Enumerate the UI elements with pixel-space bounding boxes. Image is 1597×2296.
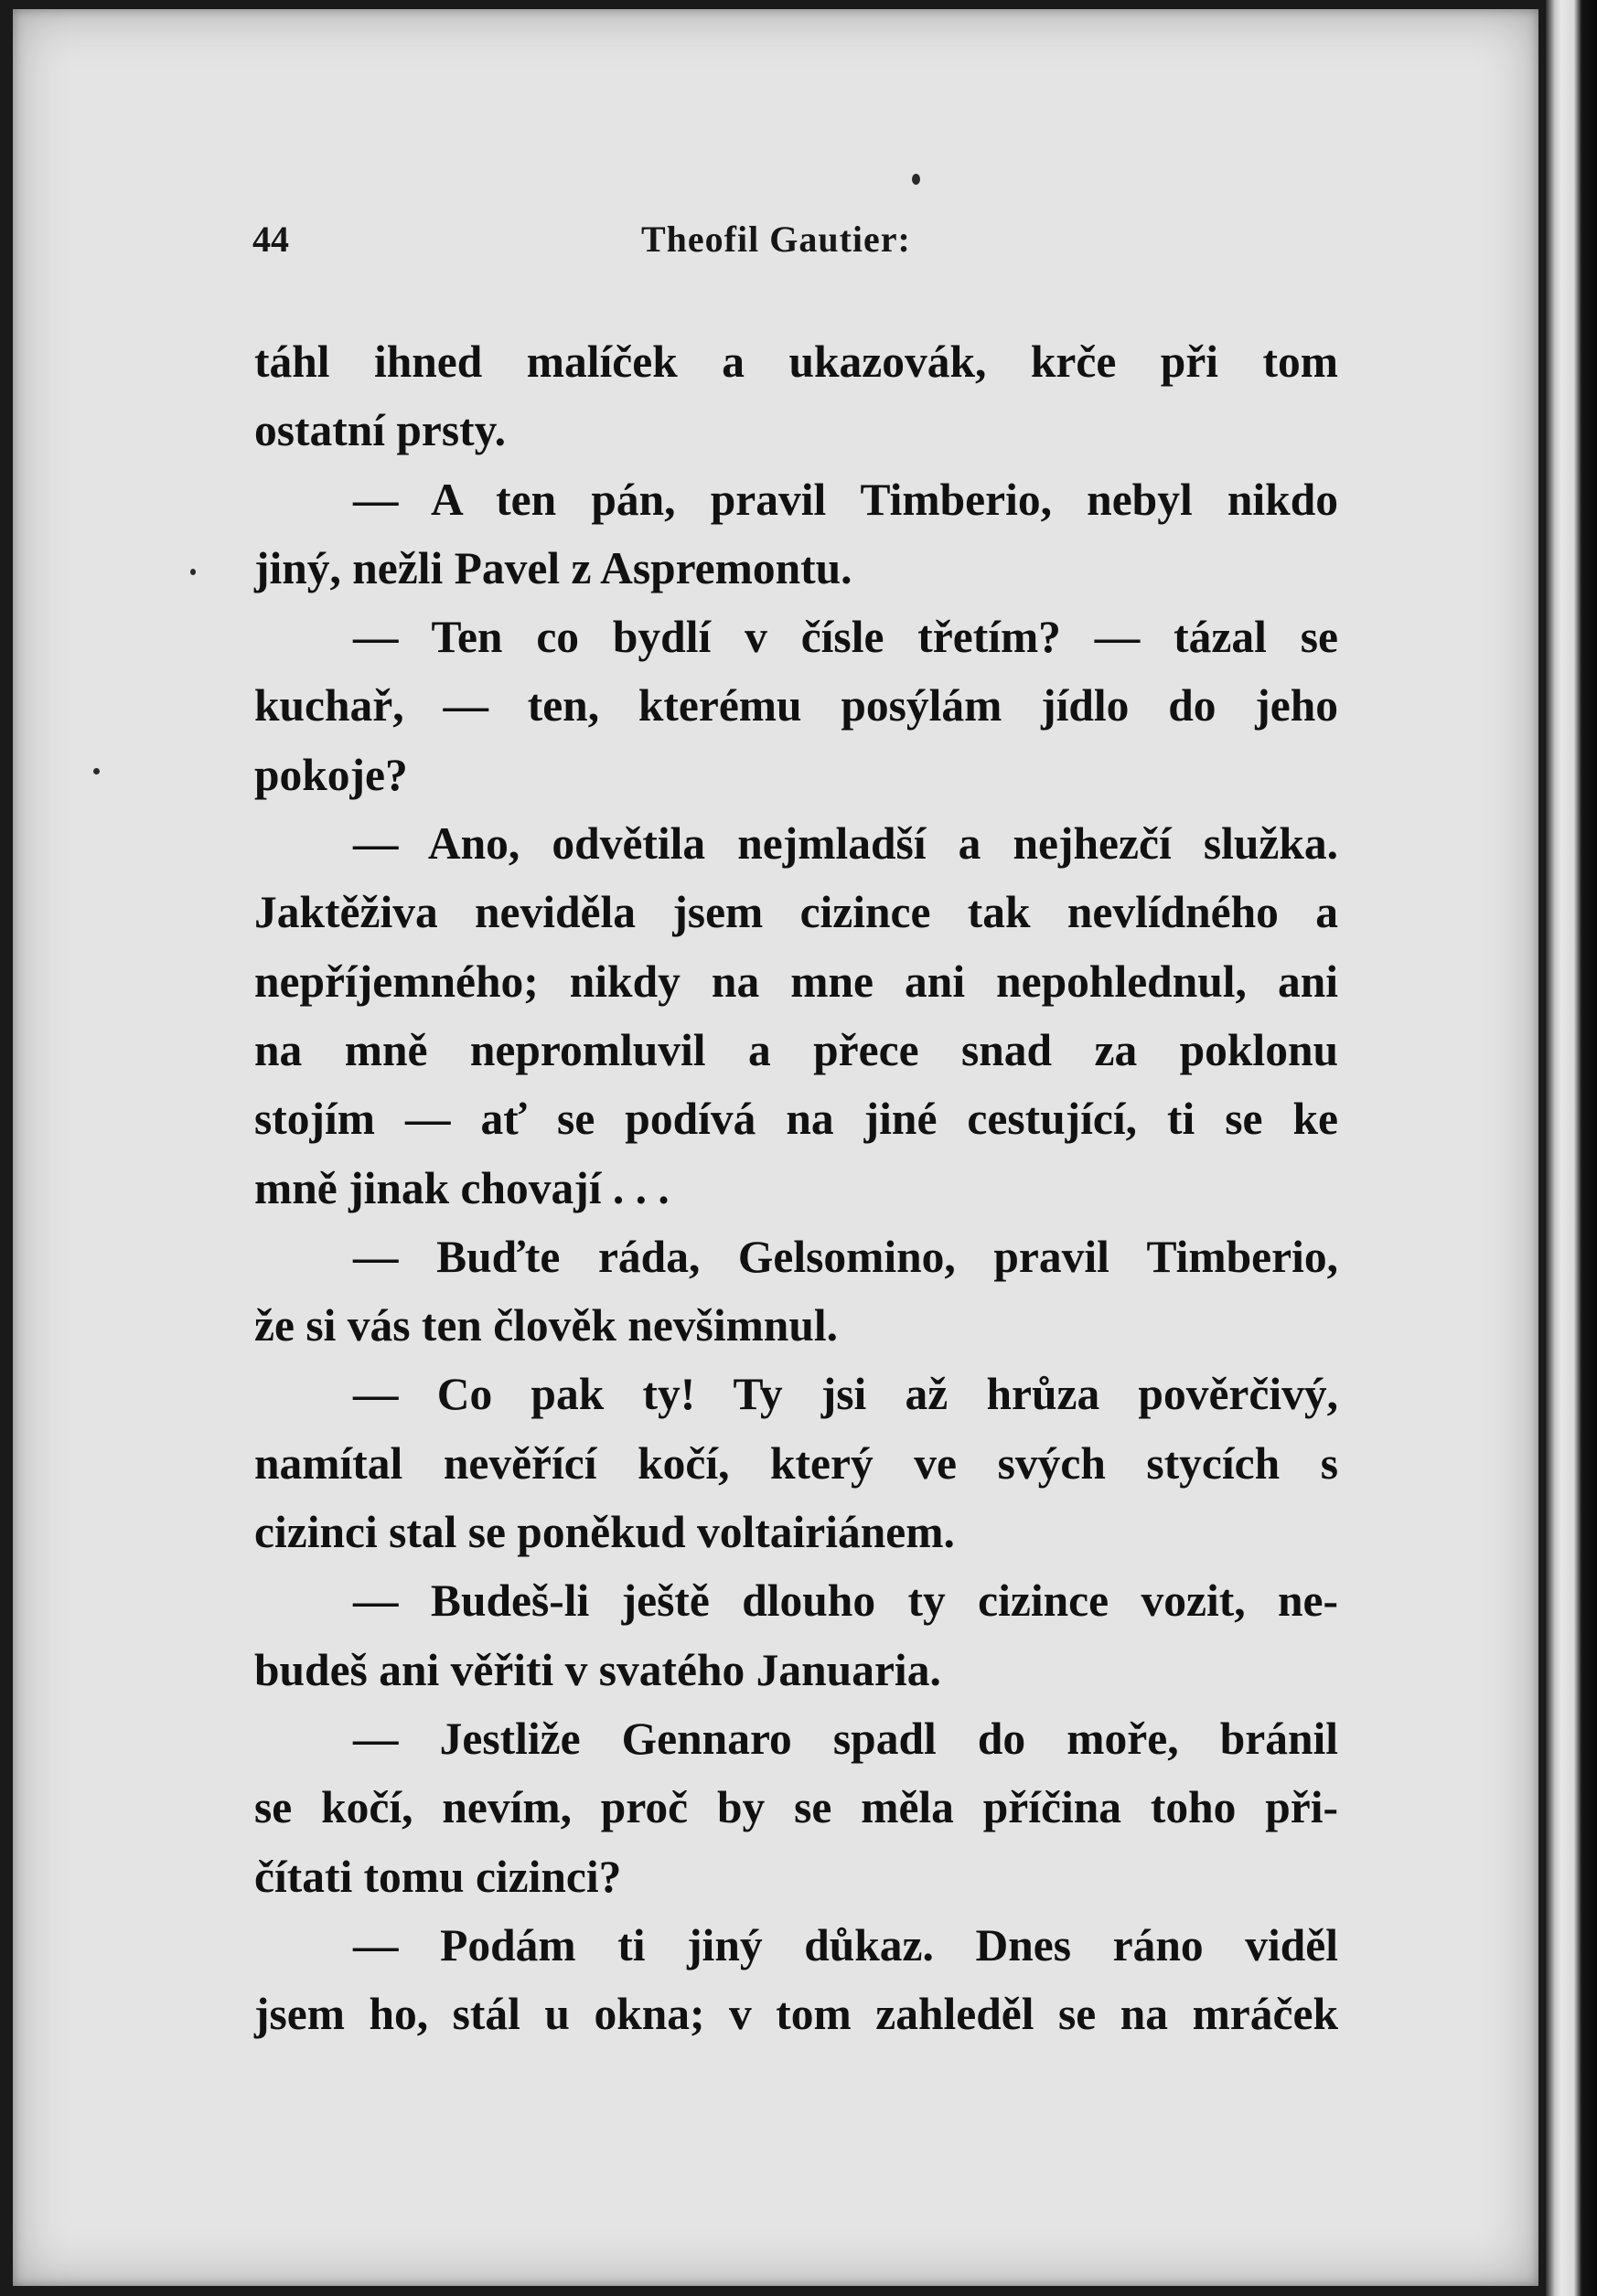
body-text	[254, 327, 1338, 2048]
text-line: — Podám ti jiný důkaz. Dnes ráno viděl	[353, 1919, 1338, 1970]
text-line: — Ano, odvětila nejmladší a nejhezčí služka.	[353, 818, 1338, 870]
text-line: na mně nepromluvil a přece snad za poklonu	[254, 1024, 1338, 1075]
text-line: budeš ani věřiti v svatého Januaria.	[254, 1644, 941, 1695]
text-line: čítati tomu cizinci?	[254, 1851, 622, 1902]
running-head	[252, 218, 1350, 269]
text-line: cizinci stal se poněkud voltairiánem.	[254, 1507, 955, 1558]
text-line: — Co pak ty! Ty jsi až hrůza pověrčivý,	[353, 1369, 1338, 1420]
text-line: — Buďte ráda, Gelsomino, pravil Timberio,	[353, 1231, 1338, 1282]
scan-speck	[912, 174, 920, 185]
scan-speck	[190, 569, 196, 575]
text-line: se kočí, nevím, proč by se měla příčina toho při-	[254, 1782, 1338, 1833]
text-line: namítal nevěřící kočí, který ve svých stycích s	[254, 1437, 1338, 1489]
text-line: jiný, nežli Pavel z Aspremontu.	[254, 542, 852, 593]
page-number: 44	[252, 219, 289, 260]
text-line: mně jinak chovají . . .	[254, 1162, 670, 1213]
text-line: nepříjemného; nikdy na mne ani nepohlednul, ani	[254, 956, 1338, 1007]
text-line: táhl ihned malíček a ukazovák, krče při tom	[254, 336, 1338, 387]
text-line: — Jestliže Gennaro spadl do moře, bránil	[353, 1713, 1338, 1764]
paper-sheet	[13, 9, 1538, 2286]
text-line: jsem ho, stál u okna; v tom zahleděl se na mráček	[254, 1989, 1338, 2040]
text-line: — A ten pán, pravil Timberio, nebyl nikdo	[353, 474, 1338, 525]
text-line: Jaktěživa neviděla jsem cizince tak nevlídného a	[254, 887, 1338, 938]
book-edge	[1546, 0, 1597, 2296]
running-head-title: Theofil Gautier:	[641, 219, 911, 260]
text-line: — Ten co bydlí v čísle třetím? — tázal se	[353, 612, 1338, 663]
text-line: že si vás ten člověk nevšimnul.	[254, 1300, 838, 1351]
scan-speck	[93, 768, 100, 774]
text-line: pokoje?	[254, 749, 408, 800]
text-line: kuchař, — ten, kterému posýlám jídlo do jeho	[254, 680, 1338, 732]
text-line: ostatní prsty.	[254, 405, 507, 456]
text-line: stojím — ať se podívá na jiné cestující, ti se ke	[254, 1094, 1338, 1145]
text-line: — Budeš-li ještě dlouho ty cizince vozit, ne-	[353, 1575, 1338, 1627]
